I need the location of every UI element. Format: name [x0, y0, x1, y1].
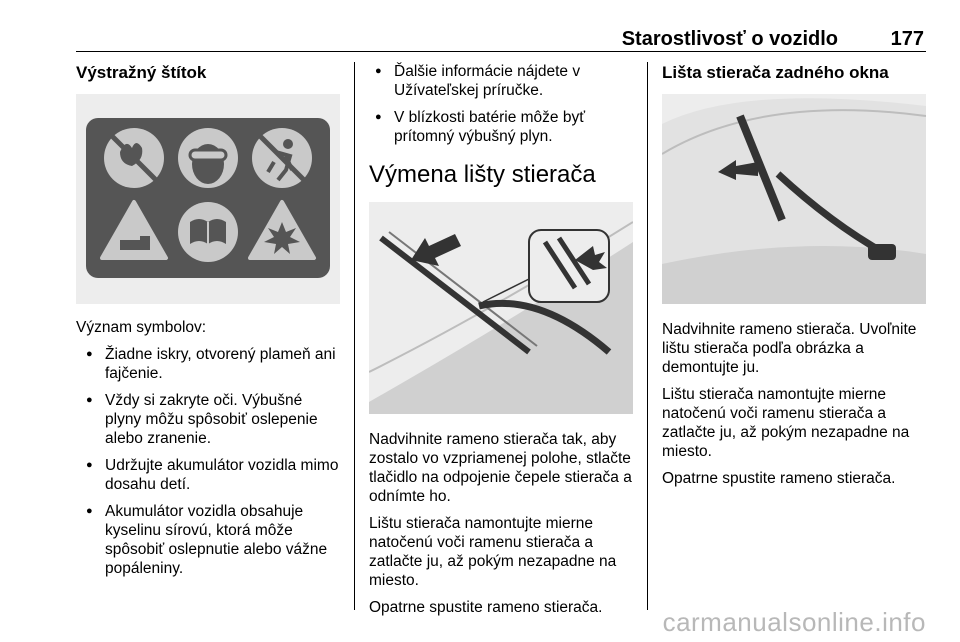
- warning-label-figure: [76, 94, 340, 304]
- paragraph: Opatrne spustite rameno stierača.: [369, 599, 603, 616]
- keep-children-away-icon: [252, 128, 312, 188]
- symbols-list: [76, 345, 340, 578]
- header-title: Starostlivosť o vozidlo: [621, 28, 838, 50]
- column-wiper-blade: [369, 62, 633, 625]
- rear-wiper-illustration: [662, 94, 926, 304]
- column-rear-wiper: [662, 62, 926, 496]
- list-item: ● Udržujte akumulátor vozidla mimo dosahu detí.: [80, 456, 340, 494]
- column-divider: [354, 62, 355, 610]
- paragraph: Lištu stierača namontujte mierne natočenú voči ramenu stierača a zatlačte ju, až pokým nezapadne na miesto.: [662, 386, 910, 460]
- no-flame-icon: [104, 128, 164, 188]
- page-number: 177: [890, 28, 924, 50]
- paragraph: Nadvihnite rameno stierača. Uvoľnite lištu stierača podľa obrázka a demontujte ju.: [662, 321, 917, 376]
- wiper-replacement-figure: [369, 202, 633, 414]
- list-item: ● V blízkosti batérie môže byť prítomný výbušný plyn.: [369, 108, 633, 146]
- rear-wiper-figure: [662, 94, 926, 304]
- column-divider: [647, 62, 648, 610]
- section-heading-wiper-replacement: Výmena lišty stierača: [369, 161, 596, 188]
- goggles-icon: [178, 128, 238, 188]
- page-header: [76, 28, 926, 52]
- symbols-intro: Význam symbolov:: [76, 319, 207, 336]
- paragraph: Nadvihnite rameno stierača tak, aby zostalo vo vzpriamenej polohe, stlačte tlačidlo na odpojenie čepele stierača a odnímte ho.: [369, 431, 632, 505]
- list-item: ● Ďalšie informácie nájdete v Užívateľskej príručke.: [369, 62, 633, 100]
- list-item: ● Vždy si zakryte oči. Výbušné plyny môžu spôsobiť oslepenie alebo zranenie.: [80, 391, 340, 448]
- paragraph: Opatrne spustite rameno stierača.: [662, 470, 896, 487]
- warning-label-illustration: [76, 94, 340, 304]
- watermark: carmanualsonline.info: [662, 607, 926, 637]
- front-wiper-illustration: [369, 202, 633, 414]
- column-warning-label: [76, 62, 340, 586]
- info-list: [369, 62, 633, 146]
- section-heading-warning-label: Výstražný štítok: [76, 63, 207, 82]
- paragraph: Lištu stierača namontujte mierne natočenú voči ramenu stierača a zatlačte ju, až pokým nezapadne na miesto.: [369, 515, 617, 589]
- list-item: ● Akumulátor vozidla obsahuje kyselinu sírovú, ktorá môže spôsobiť oslepnutie alebo vážne popáleniny.: [80, 502, 340, 578]
- detail-inset: [529, 230, 609, 302]
- section-heading-rear-wiper: Lišta stierača zadného okna: [662, 63, 889, 82]
- read-manual-icon: [178, 202, 238, 262]
- list-item: ● Žiadne iskry, otvorený plameň ani fajčenie.: [80, 345, 340, 383]
